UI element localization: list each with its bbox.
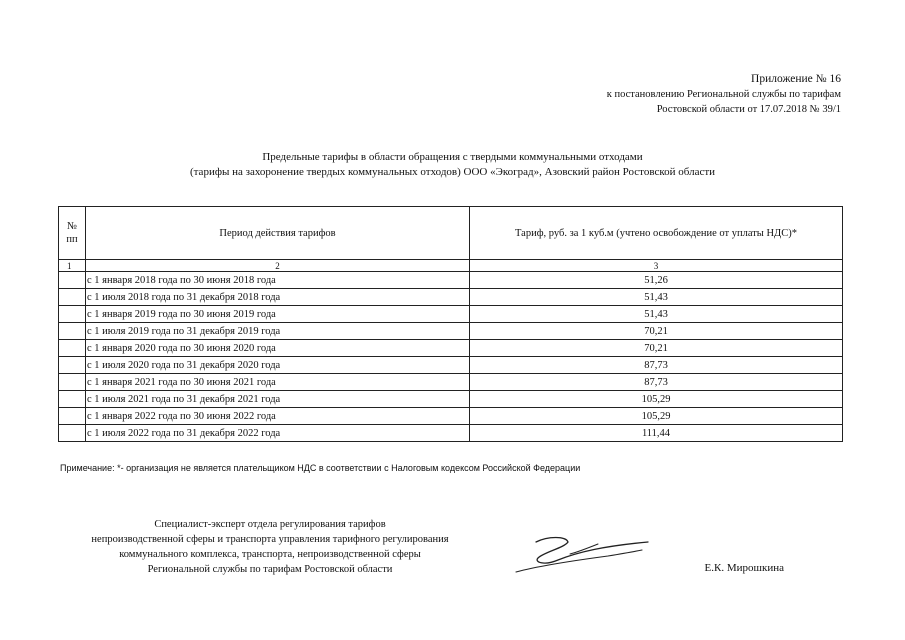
row-number-cell — [59, 323, 86, 340]
table-row — [59, 306, 843, 323]
row-period: с 1 января 2020 года по 30 июня 2020 года — [86, 340, 470, 357]
signer-line-4: Региональной службы по тарифам Ростовской области — [147, 564, 393, 575]
table-row — [59, 425, 843, 442]
row-period: с 1 июля 2022 года по 31 декабря 2022 года — [86, 425, 470, 442]
row-number-cell — [59, 391, 86, 408]
header-period: Период действия тарифов — [86, 207, 470, 260]
signer-line-1: Специалист-эксперт отдела регулирования тарифов — [154, 519, 386, 530]
row-number-cell — [59, 340, 86, 357]
table-row — [59, 391, 843, 408]
row-tariff: 105,29 — [470, 408, 843, 425]
column-index-1: 1 — [59, 260, 86, 272]
table-row — [59, 357, 843, 374]
table-header-row — [59, 207, 843, 260]
signer-position — [40, 517, 500, 577]
row-tariff: 70,21 — [470, 340, 843, 357]
column-index-row — [59, 260, 843, 272]
table-row — [59, 272, 843, 289]
row-number-cell — [59, 289, 86, 306]
row-number-cell — [59, 408, 86, 425]
row-tariff: 51,43 — [470, 289, 843, 306]
signer-line-3: коммунального комплекса, транспорта, непроизводственной сферы — [119, 549, 421, 560]
row-tariff: 87,73 — [470, 374, 843, 391]
table-row — [59, 408, 843, 425]
row-number-cell — [59, 306, 86, 323]
tariff-table — [58, 206, 843, 442]
column-index-2: 2 — [86, 260, 470, 272]
row-number-cell — [59, 425, 86, 442]
table-row — [59, 374, 843, 391]
row-period: с 1 января 2018 года по 30 июня 2018 года — [86, 272, 470, 289]
appendix-reference — [607, 72, 841, 117]
header-number-line-2: пп — [66, 234, 78, 245]
row-tariff: 70,21 — [470, 323, 843, 340]
signer-name: Е.К. Мирошкина — [704, 562, 784, 574]
appendix-resolution: к постановлению Региональной службы по тарифам — [606, 89, 841, 100]
row-period: с 1 июля 2020 года по 31 декабря 2020 года — [86, 357, 470, 374]
column-index-3: 3 — [470, 260, 843, 272]
signer-line-2: непроизводственной сферы и транспорта управления тарифного регулирования — [91, 534, 449, 545]
row-tariff: 51,43 — [470, 306, 843, 323]
row-period: с 1 июля 2018 года по 31 декабря 2018 года — [86, 289, 470, 306]
title-line-2: (тарифы на захоронение твердых коммунальных отходов) ООО «Экоград», Азовский район Ростовской области — [189, 166, 716, 178]
document-title — [0, 150, 905, 180]
row-period: с 1 января 2022 года по 30 июня 2022 года — [86, 408, 470, 425]
row-period: с 1 января 2021 года по 30 июня 2021 года — [86, 374, 470, 391]
title-line-1: Предельные тарифы в области обращения с твердыми коммунальными отходами — [262, 151, 643, 163]
appendix-date: Ростовской области от 17.07.2018 № 39/1 — [656, 104, 841, 115]
row-tariff: 111,44 — [470, 425, 843, 442]
header-tariff: Тариф, руб. за 1 куб.м (учтено освобождение от уплаты НДС)* — [470, 207, 843, 260]
table-row — [59, 289, 843, 306]
row-number-cell — [59, 374, 86, 391]
row-period: с 1 июля 2019 года по 31 декабря 2019 года — [86, 323, 470, 340]
row-number-cell — [59, 357, 86, 374]
row-tariff: 105,29 — [470, 391, 843, 408]
table-row — [59, 323, 843, 340]
vat-footnote: Примечание: *- организация не является плательщиком НДС в соответствии с Налоговым кодексом Российской Федерации — [60, 463, 581, 473]
row-tariff: 87,73 — [470, 357, 843, 374]
header-number — [59, 207, 86, 260]
row-period: с 1 июля 2021 года по 31 декабря 2021 года — [86, 391, 470, 408]
row-period: с 1 января 2019 года по 30 июня 2019 года — [86, 306, 470, 323]
handwritten-signature — [508, 522, 658, 582]
row-number-cell — [59, 272, 86, 289]
table-row — [59, 340, 843, 357]
appendix-number: Приложение № 16 — [751, 73, 841, 85]
header-number-line-1: № — [66, 221, 78, 232]
row-tariff: 51,26 — [470, 272, 843, 289]
